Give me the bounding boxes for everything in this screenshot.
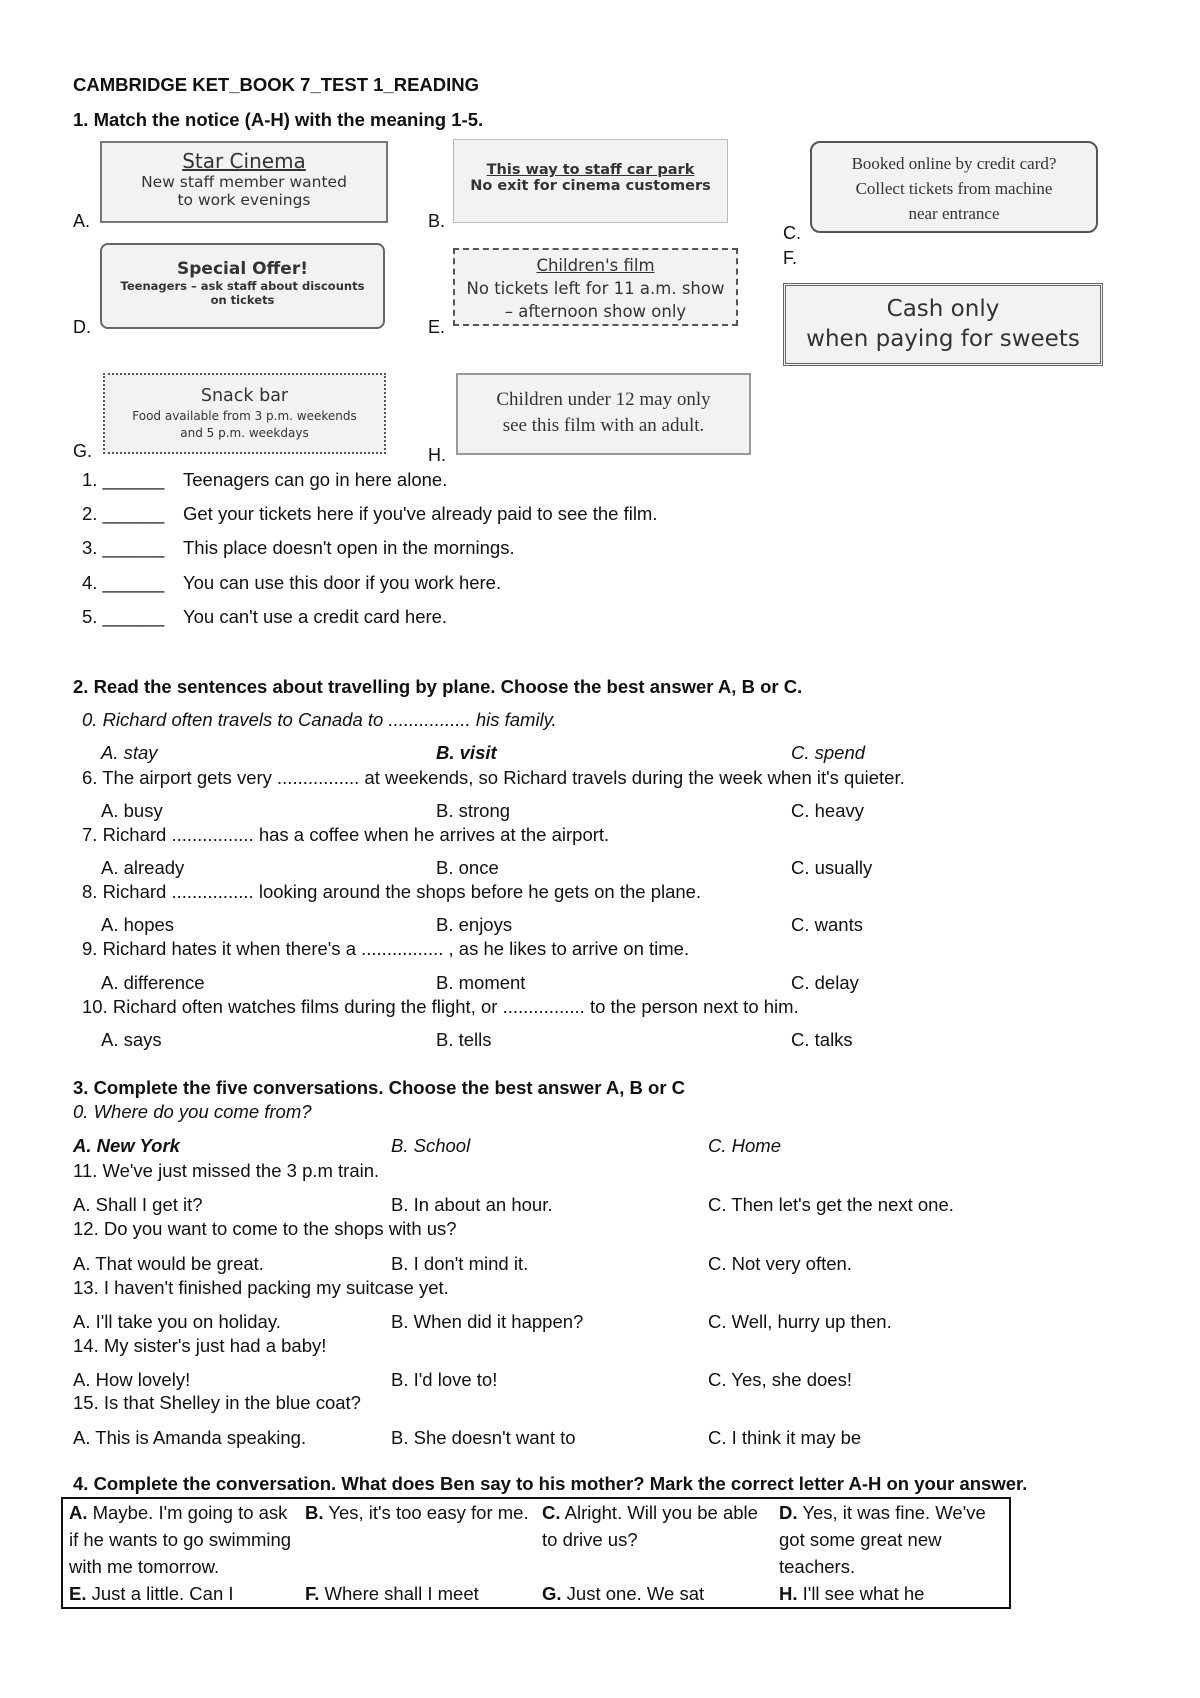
option-e-text: Just a little. Can I: [91, 1583, 234, 1604]
notice-g-letter: G.: [73, 441, 93, 461]
notice-e-line3: – afternoon show only: [504, 302, 687, 321]
question-13-option-c: C. Well, hurry up then.: [708, 1311, 892, 1332]
notice-h-line1: Children under 12 may only: [496, 389, 711, 410]
question-10-option-b: B. tells: [436, 1029, 492, 1050]
table-row: [62, 1580, 1010, 1608]
option-g-letter: G.: [542, 1583, 562, 1604]
question-6-option-c: C. heavy: [791, 800, 865, 821]
question-11-option-b: B. In about an hour.: [391, 1194, 553, 1215]
question-14-option-c: C. Yes, she does!: [708, 1369, 852, 1390]
section4-heading: 4. Complete the conversation. What does Ben say to his mother? Mark the correct letter A-H on your answer.: [73, 1473, 1028, 1494]
notice-h-line2: see this film with an adult.: [502, 415, 705, 436]
question-13-option-a: A. I'll take you on holiday.: [73, 1311, 281, 1332]
item-1-number: 1. ______: [82, 469, 165, 490]
item-5-number: 5. ______: [82, 606, 165, 627]
question-10-option-a: A. says: [101, 1029, 162, 1050]
notice-a-title: Star Cinema: [182, 149, 306, 173]
page-title: CAMBRIDGE KET_BOOK 7_TEST 1_READING: [73, 74, 480, 95]
option-d-cell: [773, 1498, 1010, 1580]
notice-d-line2: Teenagers – ask staff about discounts: [120, 279, 365, 293]
question-9-option-b: B. moment: [436, 972, 526, 993]
notice-c-line3: near entrance: [908, 204, 1000, 223]
question-8: 8. Richard ................ looking around the shops before he gets on the plane.: [82, 881, 702, 902]
option-b-letter: B.: [305, 1502, 324, 1523]
section3-example-option-c: C. Home: [708, 1135, 781, 1156]
question-14-option-b: B. I'd love to!: [391, 1369, 498, 1390]
section2-heading: 2. Read the sentences about travelling by plane. Choose the best answer A, B or C.: [73, 676, 803, 697]
notice-d-letter: D.: [73, 317, 91, 337]
notice-e-line2: No tickets left for 11 a.m. show: [466, 279, 725, 298]
option-d-text: Yes, it was fine. We've got some great new teachers.: [779, 1502, 986, 1577]
item-2-number: 2. ______: [82, 503, 165, 524]
notice-e-letter: E.: [428, 317, 446, 337]
item-3-number: 3. ______: [82, 537, 165, 558]
option-d-letter: D.: [779, 1502, 798, 1523]
question-8-option-a: A. hopes: [101, 914, 175, 935]
question-9-option-c: C. delay: [791, 972, 859, 993]
notice-c-letter: C.: [783, 223, 801, 243]
option-e-letter: E.: [69, 1583, 87, 1604]
notice-e-title: Children's film: [536, 256, 655, 275]
question-15-option-b: B. She doesn't want to: [391, 1427, 576, 1448]
question-7-option-b: B. once: [436, 857, 499, 878]
notice-a-line2: New staff member wanted: [141, 173, 347, 191]
question-10: 10. Richard often watches films during the flight, or ................ to the person next to him.: [82, 996, 799, 1017]
section3-heading: 3. Complete the five conversations. Choose the best answer A, B or C: [73, 1077, 686, 1098]
option-c-letter: C.: [542, 1502, 561, 1523]
notice-b-line2: No exit for cinema customers: [470, 178, 711, 194]
question-9: 9. Richard hates it when there's a ................ , as he likes to arrive on time.: [82, 938, 690, 959]
notice-h-letter: H.: [428, 445, 446, 465]
question-11-option-a: A. Shall I get it?: [73, 1194, 203, 1215]
question-6-option-a: A. busy: [101, 800, 163, 821]
option-f-letter: F.: [305, 1583, 320, 1604]
notice-b-title: This way to staff car park: [486, 162, 695, 178]
question-13-option-b: B. When did it happen?: [391, 1311, 584, 1332]
notice-c: [810, 141, 1098, 233]
notice-h: [456, 373, 751, 455]
item-4-text: You can use this door if you work here.: [183, 572, 502, 593]
option-g-text: Just one. We sat: [566, 1583, 705, 1604]
answer-options-table: [61, 1497, 1011, 1609]
section2-example-question: 0. Richard often travels to Canada to ................ his family.: [82, 709, 557, 730]
question-15-option-a: A. This is Amanda speaking.: [73, 1427, 307, 1448]
question-13: 13. I haven't finished packing my suitcase yet.: [73, 1277, 449, 1298]
question-12-option-a: A. That would be great.: [73, 1253, 264, 1274]
option-c-cell: [536, 1498, 773, 1580]
option-b-cell: [299, 1498, 536, 1580]
question-11: 11. We've just missed the 3 p.m train.: [73, 1160, 380, 1181]
section3-example-question: 0. Where do you come from?: [73, 1101, 312, 1122]
notice-d-line3: on tickets: [210, 293, 275, 307]
question-12: 12. Do you want to come to the shops with us?: [73, 1218, 457, 1239]
question-9-option-a: A. difference: [101, 972, 205, 993]
question-8-option-b: B. enjoys: [436, 914, 513, 935]
option-a-letter: A.: [69, 1502, 88, 1523]
option-f-text: Where shall I meet: [324, 1583, 479, 1604]
question-14-option-a: A. How lovely!: [73, 1369, 191, 1390]
option-g-cell: [536, 1580, 773, 1608]
notice-f-line2: when paying for sweets: [806, 326, 1080, 352]
section2-example-option-c: C. spend: [791, 742, 866, 763]
notice-f-line1: Cash only: [886, 296, 1000, 322]
question-15: 15. Is that Shelley in the blue coat?: [73, 1392, 361, 1413]
option-e-cell: [62, 1580, 299, 1608]
notice-e: [453, 248, 738, 326]
section3-example-option-a: A. New York: [73, 1135, 180, 1156]
item-1-text: Teenagers can go in here alone.: [183, 469, 448, 490]
notice-b-letter: B.: [428, 211, 446, 231]
option-a-text: Maybe. I'm going to ask if he wants to go swimming with me tomorrow.: [69, 1502, 292, 1577]
notice-d: [100, 243, 385, 329]
option-h-letter: H.: [779, 1583, 798, 1604]
section2-example-option-a: A. stay: [101, 742, 158, 763]
notice-d-title: Special Offer!: [177, 259, 308, 279]
option-h-cell: [773, 1580, 1010, 1608]
notice-a-line3: to work evenings: [177, 191, 311, 209]
question-11-option-c: C. Then let's get the next one.: [708, 1194, 954, 1215]
section3-example-option-b: B. School: [391, 1135, 471, 1156]
option-f-cell: [299, 1580, 536, 1608]
question-15-option-c: C. I think it may be: [708, 1427, 862, 1448]
notice-g-title: Snack bar: [200, 386, 289, 406]
option-a-cell: [62, 1498, 299, 1580]
section1-heading: 1. Match the notice (A-H) with the meaning 1-5.: [73, 109, 484, 130]
notice-g-line2: Food available from 3 p.m. weekends: [132, 409, 357, 423]
question-7-option-c: C. usually: [791, 857, 873, 878]
item-3-text: This place doesn't open in the mornings.: [183, 537, 515, 558]
item-4-number: 4. ______: [82, 572, 165, 593]
notice-a: [100, 141, 388, 223]
option-b-text: Yes, it's too easy for me.: [328, 1502, 529, 1523]
question-6: 6. The airport gets very ................ at weekends, so Richard travels during the week when it's quieter.: [82, 767, 905, 788]
question-6-option-b: B. strong: [436, 800, 511, 821]
notice-b: [453, 139, 728, 223]
notice-g: [103, 373, 386, 454]
question-7-option-a: A. already: [101, 857, 185, 878]
option-c-text: Alright. Will you be able to drive us?: [542, 1502, 758, 1550]
question-7: 7. Richard ................ has a coffee when he arrives at the airport.: [82, 824, 610, 845]
notice-a-letter: A.: [73, 211, 91, 231]
notice-f: [783, 283, 1103, 366]
notice-c-line2: Collect tickets from machine: [855, 179, 1053, 198]
question-14: 14. My sister's just had a baby!: [73, 1335, 327, 1356]
option-h-text: I'll see what he: [802, 1583, 925, 1604]
item-2-text: Get your tickets here if you've already paid to see the film.: [183, 503, 658, 524]
question-12-option-b: B. I don't mind it.: [391, 1253, 529, 1274]
item-5-text: You can't use a credit card here.: [183, 606, 448, 627]
question-12-option-c: C. Not very often.: [708, 1253, 852, 1274]
notice-g-line3: and 5 p.m. weekdays: [180, 426, 309, 440]
notice-c-line1: Booked online by credit card?: [851, 154, 1057, 173]
section2-example-option-b: B. visit: [436, 742, 497, 763]
question-10-option-c: C. talks: [791, 1029, 853, 1050]
notice-f-letter: F.: [783, 248, 798, 268]
question-8-option-c: C. wants: [791, 914, 863, 935]
table-row: [62, 1498, 1010, 1580]
